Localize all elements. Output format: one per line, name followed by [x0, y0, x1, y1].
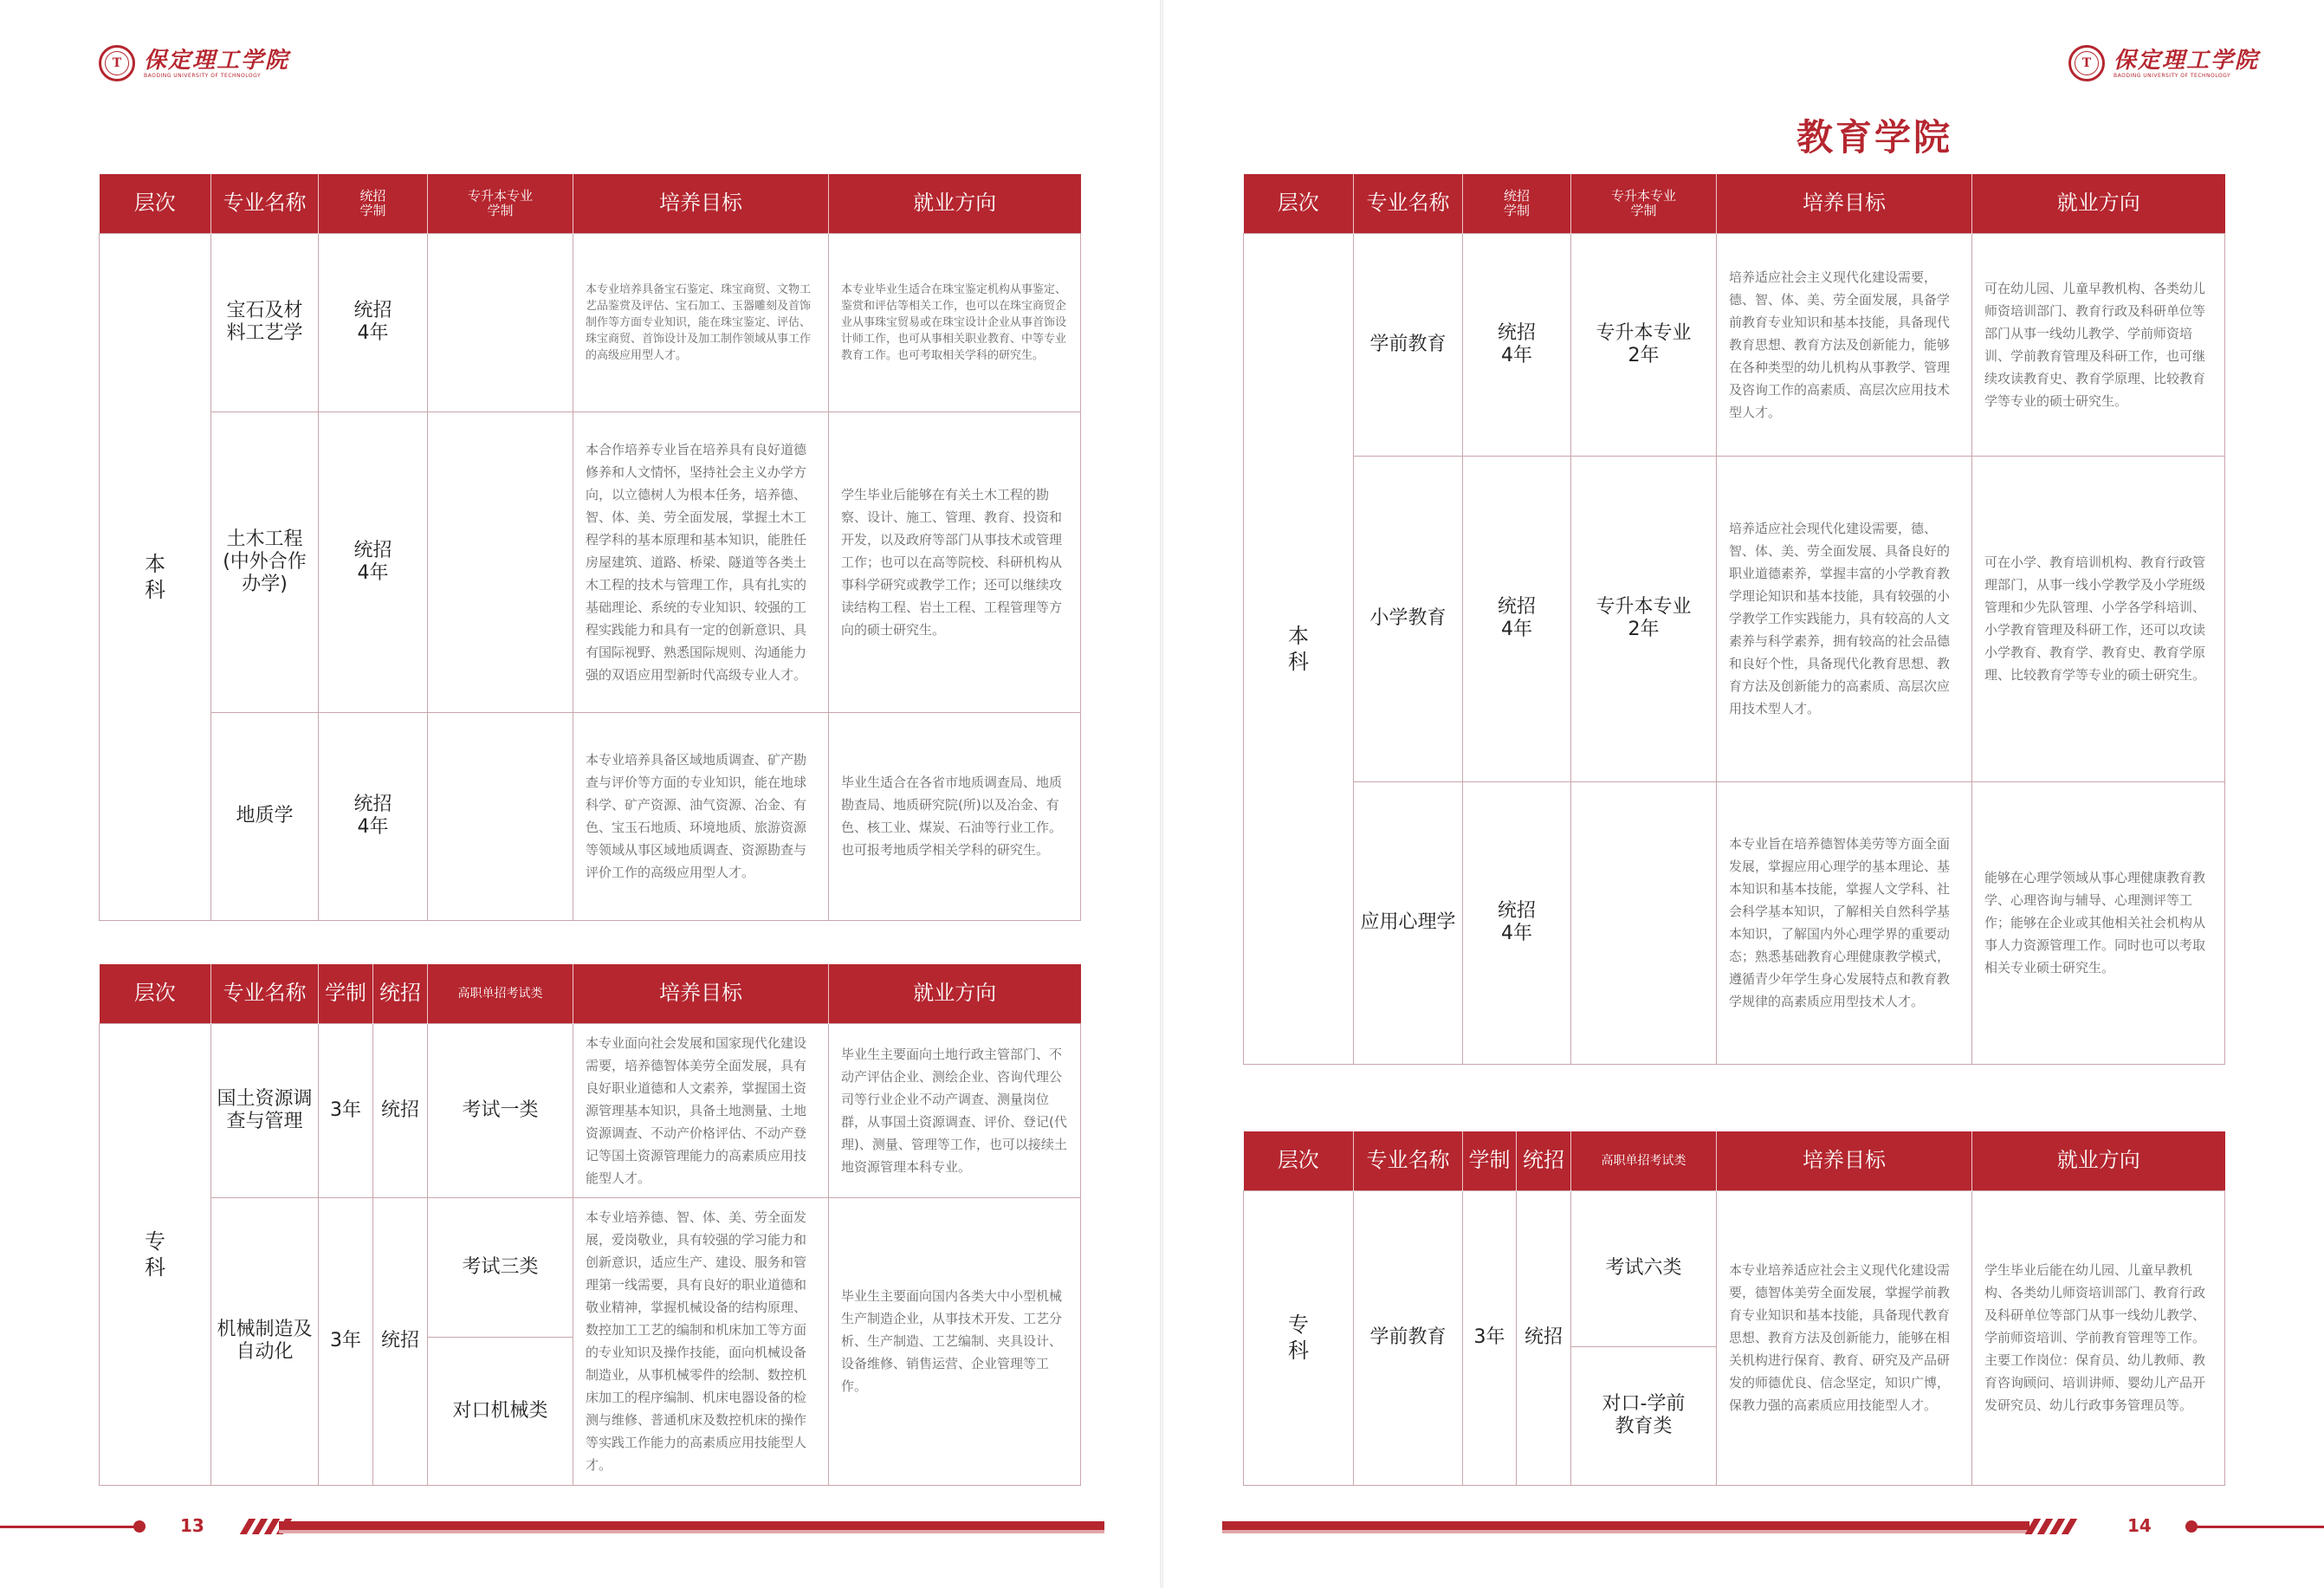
footer-stripes	[2029, 1519, 2073, 1534]
table-row	[1244, 1190, 2225, 1346]
university-logo	[2068, 45, 2259, 81]
header-duration: 学制	[1463, 1131, 1517, 1190]
header-upgrade-length: 专升本专业 学制	[428, 174, 573, 233]
career-cell: 毕业生主要面向土地行政主管部门、不动产评估企业、测绘企业、咨询代理公司等行业企业不动产调查、测量岗位群，从事国土资源调查、评价、登记(代理)、测量、管理等工作，也可以接续土地资源管理本科专业。	[829, 1023, 1081, 1197]
university-seal-icon	[99, 45, 135, 81]
university-name-cn: 保定理工学院	[2114, 47, 2260, 74]
upgrade-length-cell: 专升本专业 2年	[1571, 456, 1717, 781]
header-major: 专业名称	[1354, 1131, 1463, 1190]
header-study-length: 统招 学制	[1463, 174, 1571, 233]
university-name-en: BAODING UNIVERSITY OF TECHNOLOGY	[144, 72, 262, 79]
university-name-cn: 保定理工学院	[144, 47, 290, 74]
major-cell: 学前教育	[1354, 233, 1463, 456]
level-cell: 本 科	[1244, 233, 1354, 1064]
level-cell: 专 科	[1244, 1190, 1354, 1485]
college-title: 教育学院	[1796, 116, 1952, 159]
header-enrollment-type: 统招	[1517, 1131, 1571, 1190]
career-cell: 可在小学、教育培训机构、教育行政管理部门，从事一线小学教学及小学班级管理和少先队管理、小学各学科培训、小学教育管理及科研工作，还可以攻读小学教育、教育学、教育史、教育学原理、比较教育学等专业的硕士研究生。	[1972, 456, 2225, 781]
table-row	[100, 233, 1081, 412]
level-cell: 本 科	[100, 233, 211, 920]
study-length-cell: 统招 4年	[1463, 781, 1571, 1064]
goal-cell: 本专业培养具备区域地质调查、矿产勘查与评价等方面的专业知识，能在地球科学、矿产资源、油气资源、冶金、有色、宝玉石地质、环境地质、旅游资源等领域从事区域地质调查、资源勘查与评价工作的高级应用型人才。	[573, 712, 829, 920]
goal-cell: 本专业旨在培养德智体美劳等方面全面发展，掌握应用心理学的基本理论、基本知识和基本技能，掌握人文学科、社会科学基本知识，了解相关自然科学基本知识，了解国内外心理学界的重要动态；熟悉基础教育心理健康教学模式，遵循青少年学生身心发展特点和教育教学规律的高素质应用型技术人才。	[1717, 781, 1972, 1064]
study-length-cell: 统招 4年	[319, 233, 428, 412]
major-cell: 机械制造及 自动化	[211, 1197, 319, 1485]
goal-cell: 培养适应社会主义现代化建设需要，德、智、体、美、劳全面发展，具备学前教育专业知识和基本技能，具备现代教育思想、教育方法及创新能力，能够在各种类型的幼儿机构从事教学、管理及咨询工作的高素质、高层次应用技术型人才。	[1717, 233, 1972, 456]
exam-category-cell: 对口机械类	[428, 1337, 573, 1485]
table-header-row	[100, 964, 1081, 1023]
duration-cell: 3年	[319, 1197, 373, 1485]
major-cell: 地质学	[211, 712, 319, 920]
duration-cell: 3年	[319, 1023, 373, 1197]
exam-category-cell: 对口-学前 教育类	[1571, 1346, 1717, 1485]
university-logo	[99, 45, 289, 81]
header-upgrade-length: 专升本专业 学制	[1571, 174, 1717, 233]
page-number: 14	[2127, 1515, 2152, 1536]
table-header-row	[1244, 1131, 2225, 1190]
header-enrollment-type: 统招	[373, 964, 428, 1023]
table-row	[100, 412, 1081, 712]
major-cell: 应用心理学	[1354, 781, 1463, 1064]
duration-cell: 3年	[1463, 1190, 1517, 1485]
header-level: 层次	[1244, 174, 1354, 233]
upgrade-length-cell	[1571, 781, 1717, 1064]
exam-category-cell: 考试六类	[1571, 1190, 1717, 1346]
study-length-cell: 统招 4年	[1463, 233, 1571, 456]
goal-cell: 本专业培养德、智、体、美、劳全面发展，爱岗敬业，具有较强的学习能力和创新意识，适应生产、建设、服务和管理第一线需要，具有良好的职业道德和敬业精神，掌握机械设备的结构原理、数控加工工艺的编制和机床加工等方面的专业知识及操作技能，面向机械设备制造业，从事机械零件的绘制、数控机床加工的程序编制、机床电器设备的检测与维修、普通机床及数控机床的操作等实践工作能力的高素质应用技能型人才。	[573, 1197, 829, 1485]
goal-cell: 本专业培养适应社会主义现代化建设需要，德智体美劳全面发展，掌握学前教育专业知识和基本技能，具备现代教育思想、教育方法及创新能力，能够在相关机构进行保育、教育、研究及产品研发的师德优良、信念坚定，知识广博，保教力强的高素质应用技能型人才。	[1717, 1190, 1972, 1485]
university-seal-icon	[2068, 45, 2105, 81]
level-cell: 专 科	[100, 1023, 211, 1485]
enrollment-type-cell: 统招	[373, 1197, 428, 1485]
header-major: 专业名称	[211, 174, 319, 233]
goal-cell: 培养适应社会现代化建设需要，德、智、体、美、劳全面发展、具备良好的职业道德素养，掌握丰富的小学教育教学理论知识和基本技能，具有较强的小学教学工作实践能力，具有较高的人文素养与科学素养，拥有较高的社会品德和良好个性，具备现代化教育思想、教育方法及创新能力的高素质、高层次应用技术型人才。	[1717, 456, 1972, 781]
career-cell: 学生毕业后能在幼儿园、儿童早教机构、各类幼儿师资培训部门、教育行政及科研单位等部门从事一线幼儿教学、学前师资培训、学前教育管理等工作。主要工作岗位：保育员、幼儿教师、教育咨询顾问、培训讲师、婴幼儿产品开发研究员、幼儿行政事务管理员等。	[1972, 1190, 2225, 1485]
header-level: 层次	[100, 174, 211, 233]
table-header-row	[100, 174, 1081, 233]
footer-bar-accent	[279, 1530, 1104, 1533]
header-exam-category: 高职单招考试类	[428, 964, 573, 1023]
header-career: 就业方向	[1972, 174, 2225, 233]
header-level: 层次	[1244, 1131, 1354, 1190]
major-cell: 国土资源调 查与管理	[211, 1023, 319, 1197]
upgrade-length-cell	[428, 412, 573, 712]
footer-line	[0, 1526, 139, 1528]
goal-cell: 本合作培养专业旨在培养具有良好道德修养和人文情怀，坚持社会主义办学方向，以立德树人为根本任务，培养德、智、体、美、劳全面发展，掌握土木工程学科的基本原理和基本知识，能胜任房屋建筑、道路、桥梁、隧道等各类土木工程的技术与管理工作，具有扎实的基础理论、系统的专业知识、较强的工程实践能力和具有一定的创新意识、具有国际视野、熟悉国际规则、沟通能力强的双语应用型新时代高级专业人才。	[573, 412, 829, 712]
header-major: 专业名称	[211, 964, 319, 1023]
seal-letter: T	[2081, 56, 2092, 70]
major-cell: 小学教育	[1354, 456, 1463, 781]
career-cell: 本专业毕业生适合在珠宝鉴定机构从事鉴定、鉴赏和评估等相关工作，也可以在珠宝商贸企业从事珠宝贸易或在珠宝设计企业从事首饰设计师工作，也可从事相关职业教育、中等专业教育工作。也可考取相关学科的研究生。	[829, 233, 1081, 412]
header-career: 就业方向	[1972, 1131, 2225, 1190]
career-cell: 能够在心理学领域从事心理健康教育教学、心理咨询与辅导、心理测评等工作；能够在企业或其他相关社会机构从事人力资源管理工作。同时也可以考取相关专业硕士研究生。	[1972, 781, 2225, 1064]
header-level: 层次	[100, 964, 211, 1023]
header-exam-category: 高职单招考试类	[1571, 1131, 1717, 1190]
upgrade-length-cell	[428, 712, 573, 920]
page-number: 13	[180, 1515, 204, 1536]
table-row	[1244, 233, 2225, 456]
header-career: 就业方向	[829, 964, 1081, 1023]
header-goal: 培养目标	[1717, 174, 1972, 233]
career-cell: 可在幼儿园、儿童早教机构、各类幼儿师资培训部门、教育行政及科研单位等部门从事一线幼儿教学、学前师资培训、学前教育管理及科研工作，也可继续攻读教育史、教育学原理、比较教育学等专业的硕士研究生。	[1972, 233, 2225, 456]
junior-college-programs-table	[99, 964, 1081, 1486]
header-goal: 培养目标	[573, 174, 829, 233]
table-row	[100, 1197, 1081, 1337]
header-duration: 学制	[319, 964, 373, 1023]
major-cell: 土木工程 (中外合作 办学)	[211, 412, 319, 712]
table-row	[100, 712, 1081, 920]
major-cell: 学前教育	[1354, 1190, 1463, 1485]
career-cell: 学生毕业后能够在有关土木工程的勘察、设计、施工、管理、教育、投资和开发，以及政府等部门从事技术或管理工作；也可以在高等院校、科研机构从事科学研究或教学工作；还可以继续攻读结构工程、岩土工程、工程管理等方向的硕士研究生。	[829, 412, 1081, 712]
seal-letter: T	[112, 56, 122, 70]
header-major: 专业名称	[1354, 174, 1463, 233]
goal-cell: 本专业培养具备宝石鉴定、珠宝商贸、文物工艺品鉴赏及评估、宝石加工、玉器雕刻及首饰制作等方面专业知识，能在珠宝鉴定、评估、珠宝商贸、首饰设计及加工制作领域从事工作的高级应用型人才。	[573, 233, 829, 412]
table-row	[1244, 456, 2225, 781]
header-goal: 培养目标	[1717, 1131, 1972, 1190]
undergraduate-programs-table	[99, 174, 1081, 921]
university-name-en: BAODING UNIVERSITY OF TECHNOLOGY	[2114, 72, 2231, 79]
enrollment-type-cell: 统招	[1517, 1190, 1571, 1485]
goal-cell: 本专业面向社会发展和国家现代化建设需要，培养德智体美劳全面发展，具有良好职业道德和人文素养，掌握国土资源管理基本知识，具备土地测量、土地资源调查、不动产价格评估、不动产登记等国土资源管理能力的高素质应用技能型人才。	[573, 1023, 829, 1197]
study-length-cell: 统招 4年	[319, 412, 428, 712]
left-page	[0, 0, 1161, 1588]
study-length-cell: 统招 4年	[319, 712, 428, 920]
footer-bar-accent	[1222, 1530, 2029, 1533]
junior-college-programs-table	[1243, 1131, 2225, 1486]
career-cell: 毕业生适合在各省市地质调查局、地质勘查局、地质研究院(所)以及冶金、有色、核工业、煤炭、石油等行业工作。也可报考地质学相关学科的研究生。	[829, 712, 1081, 920]
upgrade-length-cell: 专升本专业 2年	[1571, 233, 1717, 456]
table-row	[100, 1023, 1081, 1197]
right-page	[1163, 0, 2324, 1588]
upgrade-length-cell	[428, 233, 573, 412]
exam-category-cell: 考试一类	[428, 1023, 573, 1197]
header-career: 就业方向	[829, 174, 1081, 233]
major-cell: 宝石及材 料工艺学	[211, 233, 319, 412]
undergraduate-programs-table	[1243, 174, 2225, 1065]
career-cell: 毕业生主要面向国内各类大中小型机械生产制造企业，从事技术开发、工艺分析、生产制造、工艺编制、夹具设计、设备维修、销售运营、企业管理等工作。	[829, 1197, 1081, 1485]
table-row	[1244, 781, 2225, 1064]
study-length-cell: 统招 4年	[1463, 456, 1571, 781]
enrollment-type-cell: 统招	[373, 1023, 428, 1197]
header-goal: 培养目标	[573, 964, 829, 1023]
exam-category-cell: 考试三类	[428, 1197, 573, 1337]
table-header-row	[1244, 174, 2225, 233]
header-study-length: 统招 学制	[319, 174, 428, 233]
footer-line	[2191, 1526, 2324, 1528]
